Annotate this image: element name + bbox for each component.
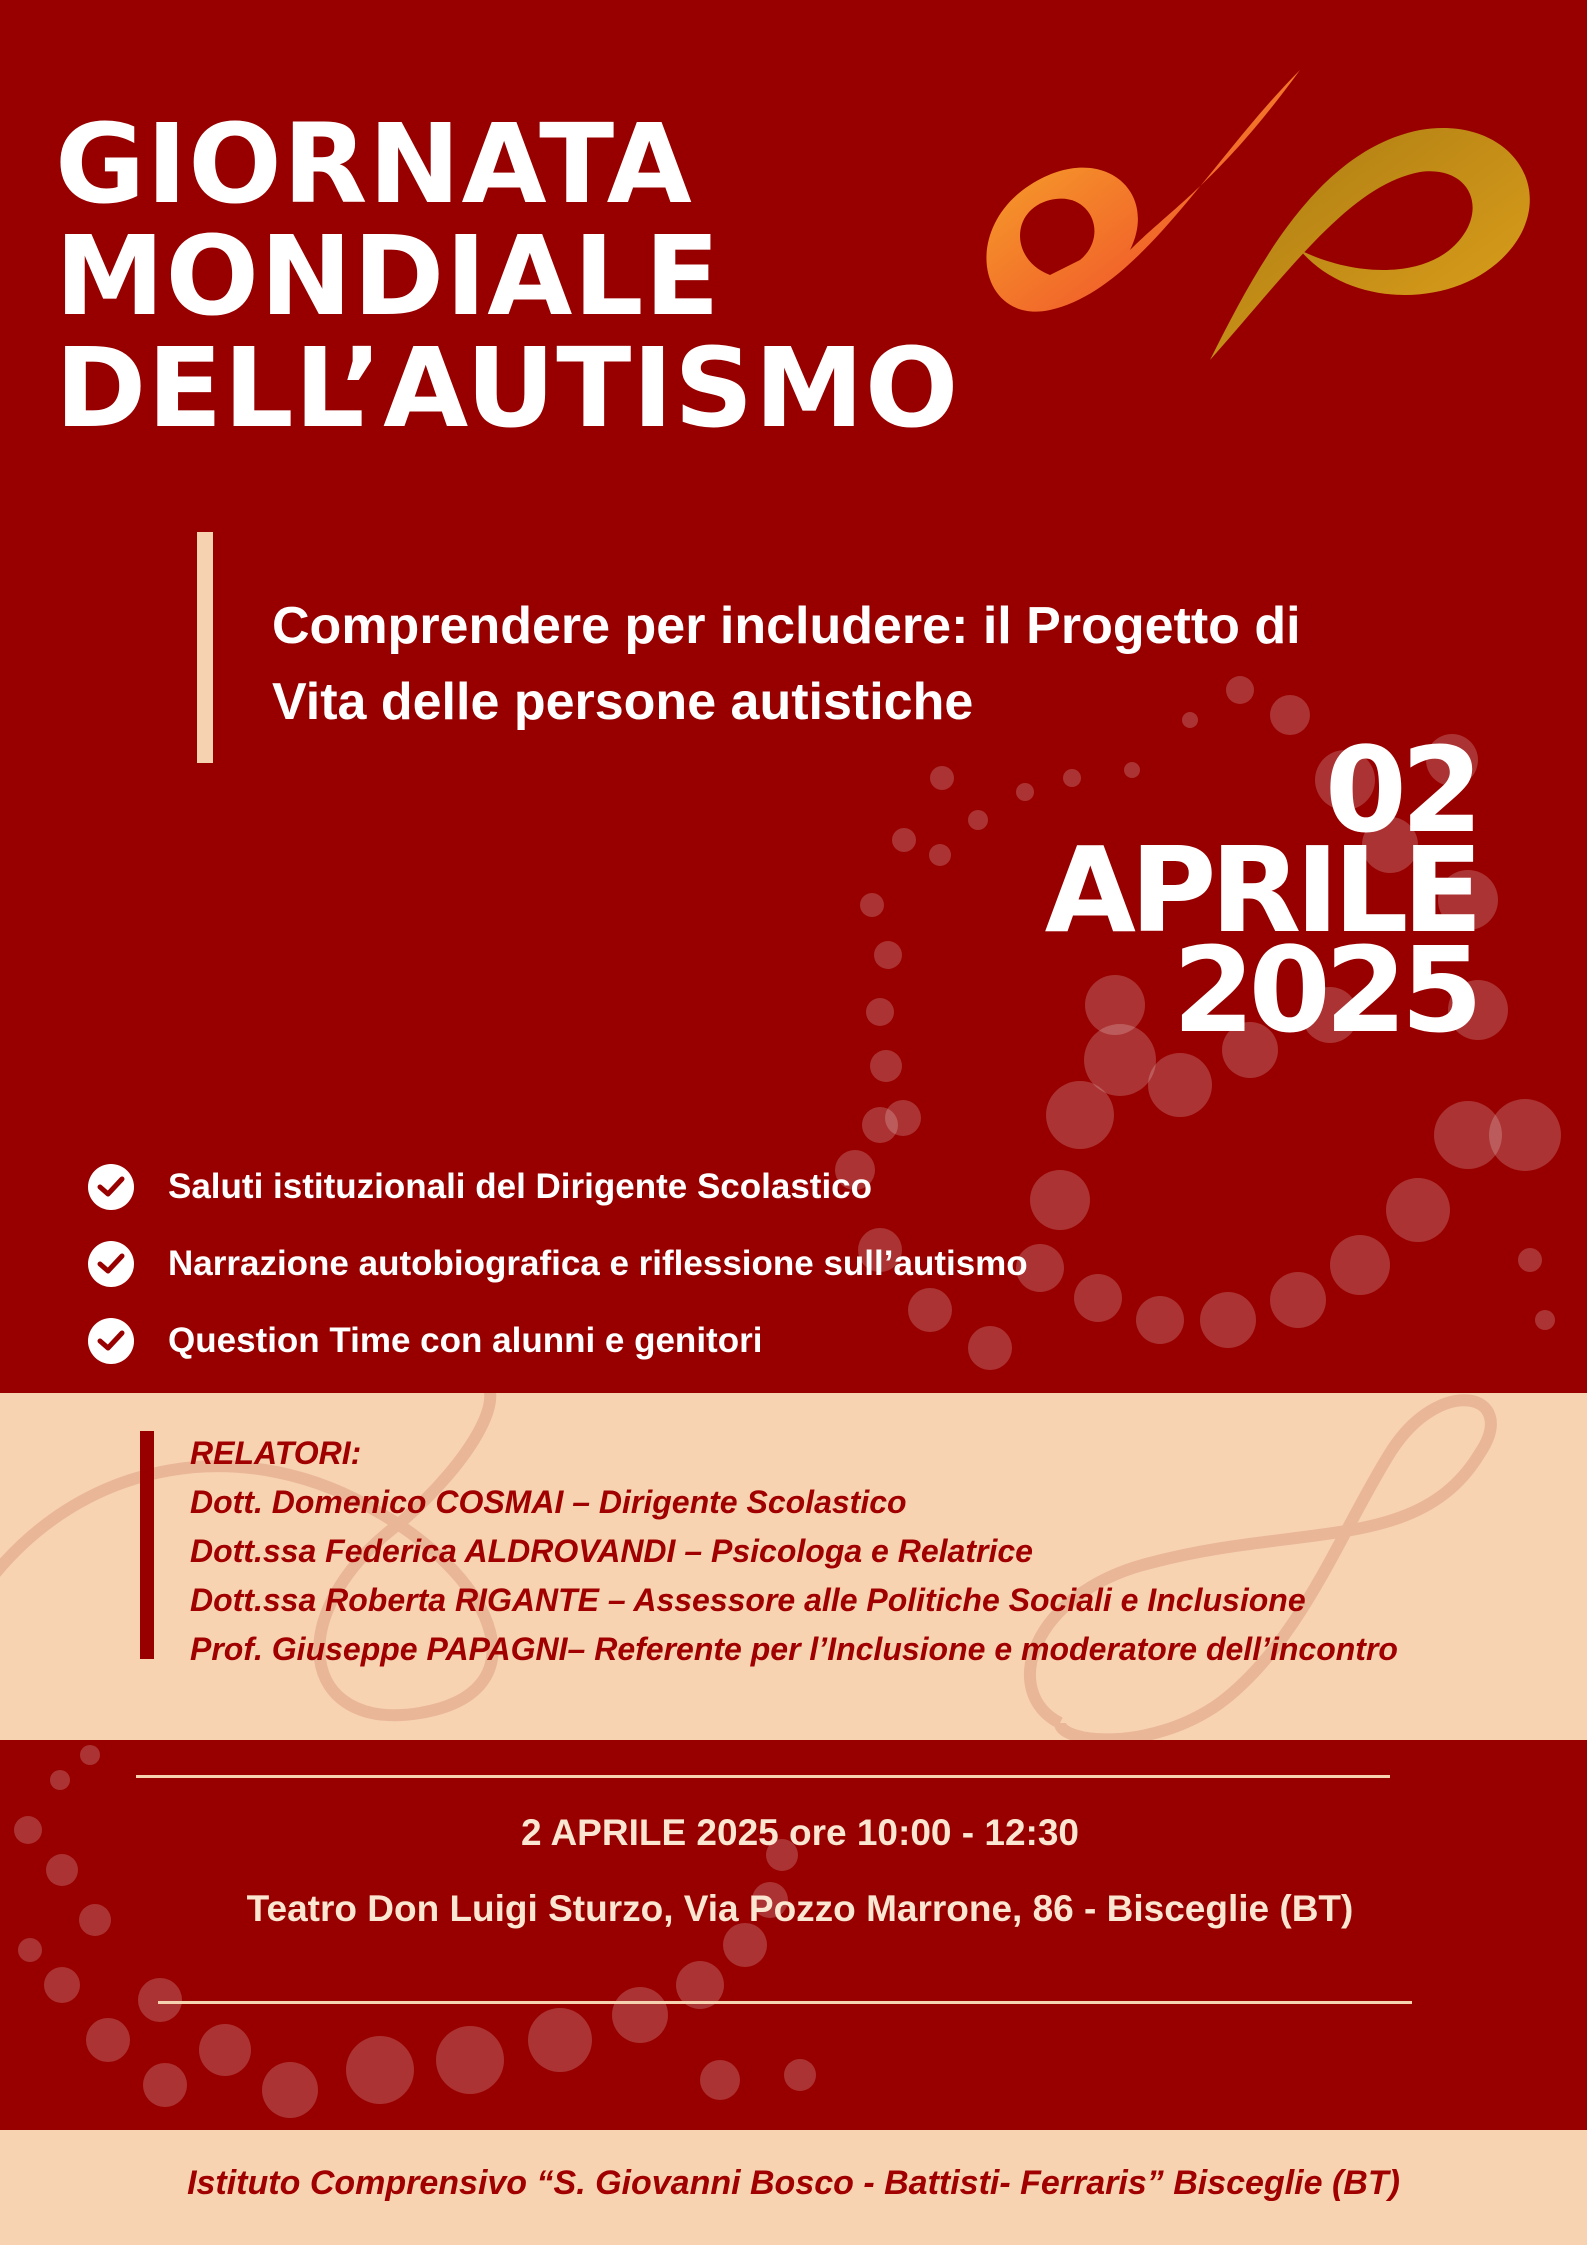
date-year: 2025 [1172, 921, 1477, 1059]
date-day: 02 [1324, 721, 1477, 859]
subtitle-accent-bar [197, 532, 213, 763]
event-venue: Teatro Don Luigi Sturzo, Via Pozzo Marrone, 86 - Bisceglie (BT) [246, 1888, 1354, 1929]
speakers-list [190, 1429, 1398, 1674]
title-line: DELL’AUTISMO [55, 324, 960, 452]
footer-section [0, 2130, 1587, 2245]
title-line: GIORNATA [55, 100, 693, 228]
event-subtitle [272, 588, 1492, 740]
speaker-item: Dott.ssa Roberta RIGANTE – Assessore alle Politiche Sociali e Inclusione [190, 1582, 1306, 1618]
subtitle-line: Vita delle persone autistiche [272, 673, 974, 731]
speakers-section [0, 1393, 1587, 1740]
agenda-item [88, 1302, 1028, 1379]
check-circle-icon [88, 1318, 134, 1364]
subtitle-line: Comprendere per includere: il Progetto di [272, 597, 1301, 655]
event-datetime: 2 APRILE 2025 ore 10:00 - 12:30 [520, 1812, 1080, 1853]
agenda-list [88, 1148, 1028, 1379]
speakers-heading: RELATORI: [190, 1435, 362, 1471]
agenda-item-text: Narrazione autobiografica e riflessione sull’autismo [168, 1243, 1028, 1283]
speaker-item: Prof. Giuseppe PAPAGNI– Referente per l’Inclusione e moderatore dell’incontro [190, 1631, 1398, 1667]
check-circle-icon [88, 1164, 134, 1210]
agenda-item-text: Question Time con alunni e genitori [168, 1320, 763, 1360]
institute-name: Istituto Comprensivo “S. Giovanni Bosco - Battisti- Ferraris” Bisceglie (BT) [187, 2164, 1400, 2202]
speaker-item: Dott. Domenico COSMAI – Dirigente Scolastico [190, 1484, 907, 1520]
agenda-item [88, 1148, 1028, 1225]
event-date-block [1044, 721, 1477, 1059]
event-title [55, 100, 960, 452]
divider-top [136, 1775, 1390, 1778]
speakers-accent-bar [140, 1431, 154, 1659]
divider-bottom [158, 2001, 1412, 2004]
title-line: MONDIALE [55, 212, 721, 340]
check-circle-icon [88, 1241, 134, 1287]
speaker-item: Dott.ssa Federica ALDROVANDI – Psicologa e Relatrice [190, 1533, 1033, 1569]
date-month: APRILE [1044, 821, 1477, 959]
infinity-icon [970, 60, 1540, 380]
agenda-item [88, 1225, 1028, 1302]
agenda-item-text: Saluti istituzionali del Dirigente Scolastico [168, 1166, 873, 1206]
